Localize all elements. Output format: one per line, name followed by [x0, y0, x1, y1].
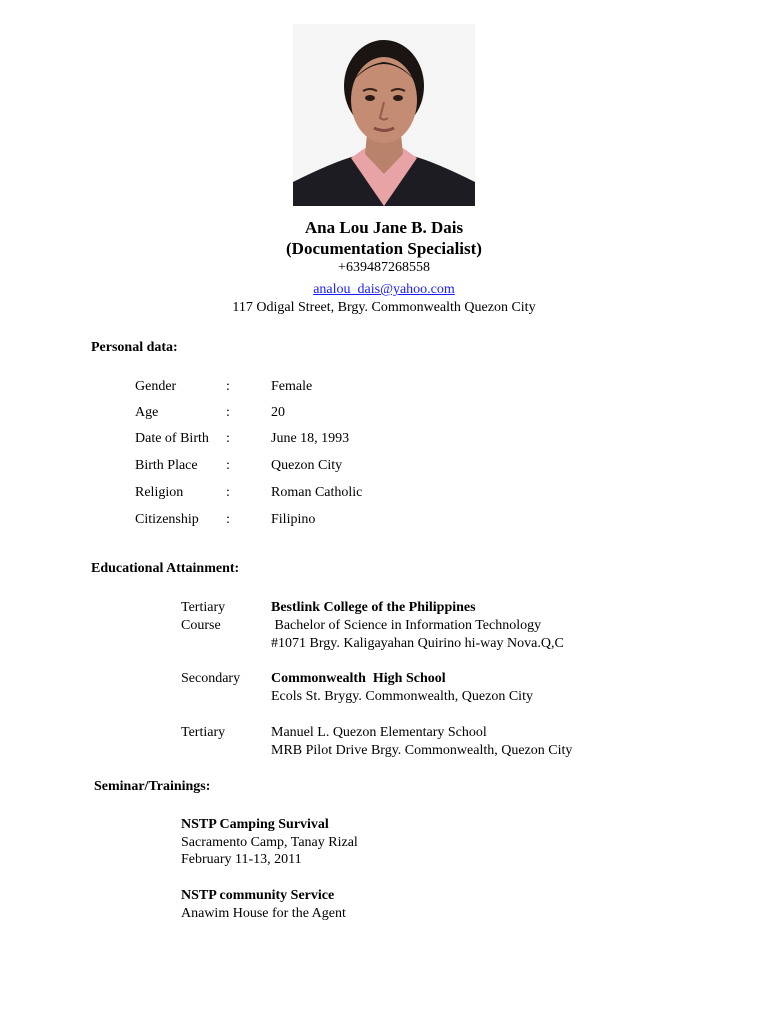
personal-value: Filipino	[271, 512, 316, 527]
personal-data-heading: Personal data:	[91, 340, 178, 355]
personal-label: Religion	[135, 485, 184, 500]
education-school: Commonwealth High School	[271, 671, 446, 686]
personal-value: Female	[271, 379, 313, 394]
seminar-location: Anawim House for the Agent	[181, 906, 346, 921]
personal-separator: :	[226, 405, 230, 420]
education-address: MRB Pilot Drive Brgy. Commonwealth, Quezon City	[271, 743, 573, 758]
personal-label: Birth Place	[135, 458, 198, 473]
education-level: Tertiary	[181, 725, 226, 740]
seminar-location: Sacramento Camp, Tanay Rizal	[181, 835, 358, 850]
education-level: Secondary	[181, 671, 241, 686]
personal-separator: :	[226, 458, 230, 473]
seminar-title: NSTP community Service	[181, 888, 335, 903]
personal-value: Roman Catholic	[271, 485, 363, 500]
personal-label: Gender	[135, 379, 177, 394]
personal-label: Citizenship	[135, 512, 199, 527]
personal-separator: :	[226, 485, 230, 500]
seminar-title: NSTP Camping Survival	[181, 817, 329, 832]
personal-label: Age	[135, 405, 159, 420]
personal-separator: :	[226, 431, 230, 446]
phone-number: +639487268558	[338, 260, 430, 275]
education-address: #1071 Brgy. Kaligayahan Quirino hi-way Nova.Q,C	[271, 636, 564, 651]
personal-value: 20	[271, 405, 285, 420]
seminars-heading: Seminar/Trainings:	[94, 779, 211, 794]
email-link[interactable]: analou_dais@yahoo.com	[313, 282, 455, 297]
education-level-sub: Course	[181, 618, 221, 633]
personal-separator: :	[226, 512, 230, 527]
education-level: Tertiary	[181, 600, 226, 615]
education-detail: Bachelor of Science in Information Technology	[271, 618, 542, 633]
personal-separator: :	[226, 379, 230, 394]
email-row	[0, 280, 768, 298]
candidate-name: Ana Lou Jane B. Dais	[304, 218, 464, 237]
profile-photo	[293, 24, 475, 206]
seminar-date: February 11-13, 2011	[181, 852, 302, 867]
education-school: Bestlink College of the Philippines	[271, 600, 476, 615]
personal-value: Quezon City	[271, 458, 343, 473]
home-address: 117 Odigal Street, Brgy. Commonwealth Quezon City	[232, 300, 536, 315]
personal-label: Date of Birth	[135, 431, 209, 446]
job-title: (Documentation Specialist)	[286, 239, 482, 258]
portrait-illustration	[293, 24, 475, 206]
education-address: Ecols St. Brygy. Commonwealth, Quezon City	[271, 689, 533, 704]
education-heading: Educational Attainment:	[91, 561, 240, 576]
personal-value: June 18, 1993	[271, 431, 350, 446]
education-school: Manuel L. Quezon Elementary School	[271, 725, 487, 740]
